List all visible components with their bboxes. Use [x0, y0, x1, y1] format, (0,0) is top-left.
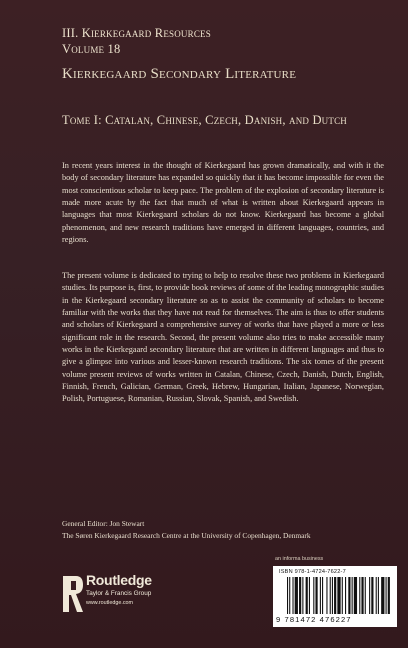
- publisher-group: Taylor & Francis Group: [86, 590, 152, 597]
- book-subtitle: Tome I: Catalan, Chinese, Czech, Danish, and Dutch: [62, 113, 347, 127]
- publisher-name: Routledge: [86, 572, 152, 588]
- series-name: III. Kierkegaard Resources: [62, 26, 211, 40]
- book-title: Kierkegaard Secondary Literature: [62, 66, 297, 82]
- publisher-url: www.routledge.com: [86, 600, 134, 606]
- routledge-logo-icon: [62, 574, 84, 614]
- description-paragraph-2: The present volume is dedicated to trying to help to resolve these two problems in Kierkegaard studies. Its purpose is, first, to provide book reviews of some of the leading monographic studies in the Kierkegaard secondary literature so as to assist the community of scholars to become familiar with the works that they have not read for themselves. The aim is thus to offer students and scholars of Kierkegaard a comprehensive survey of works that have played a more or less significant role in the research. Second, the present volume also tries to make accessible many works in the Kierkegaard secondary literature that are written in different languages and thus to give a glimpse into various and lesser-known research traditions. The six tomes of the present volume present reviews of works written in Catalan, Chinese, Czech, Danish, Dutch, English, Finnish, French, Galician, German, Greek, Hebrew, Hungarian, Italian, Japanese, Norwegian, Polish, Portuguese, Romanian, Russian, Slovak, Spanish, and Swedish.: [62, 271, 384, 404]
- informa-tagline: an informa business: [275, 556, 324, 562]
- research-centre: The Søren Kierkegaard Research Centre at the University of Copenhagen, Denmark: [62, 531, 311, 540]
- volume-number: Volume 18: [62, 42, 121, 56]
- barcode-digits: 9 781472 476227: [276, 615, 352, 624]
- isbn-label: ISBN 978-1-4724-7622-7: [279, 569, 346, 575]
- description-paragraph-1: In recent years interest in the thought of Kierkegaard has grown dramatically, and with it the body of secondary literature has expanded so quickly that it has become impossible for even the most conscientious scholar to keep pace. The problem of the explosion of secondary literature is made more acute by the fact that much of what is written about Kierkegaard appears in languages that most Kierkegaard scholars do not know. Kierkegaard has become a global phenomenon, and new research traditions have emerged in different languages, countries, and regions.: [62, 161, 384, 245]
- barcode-bars: [287, 577, 391, 614]
- general-editor: General Editor: Jon Stewart: [62, 519, 145, 528]
- isbn-barcode: [273, 566, 397, 627]
- publisher-block: [62, 568, 212, 618]
